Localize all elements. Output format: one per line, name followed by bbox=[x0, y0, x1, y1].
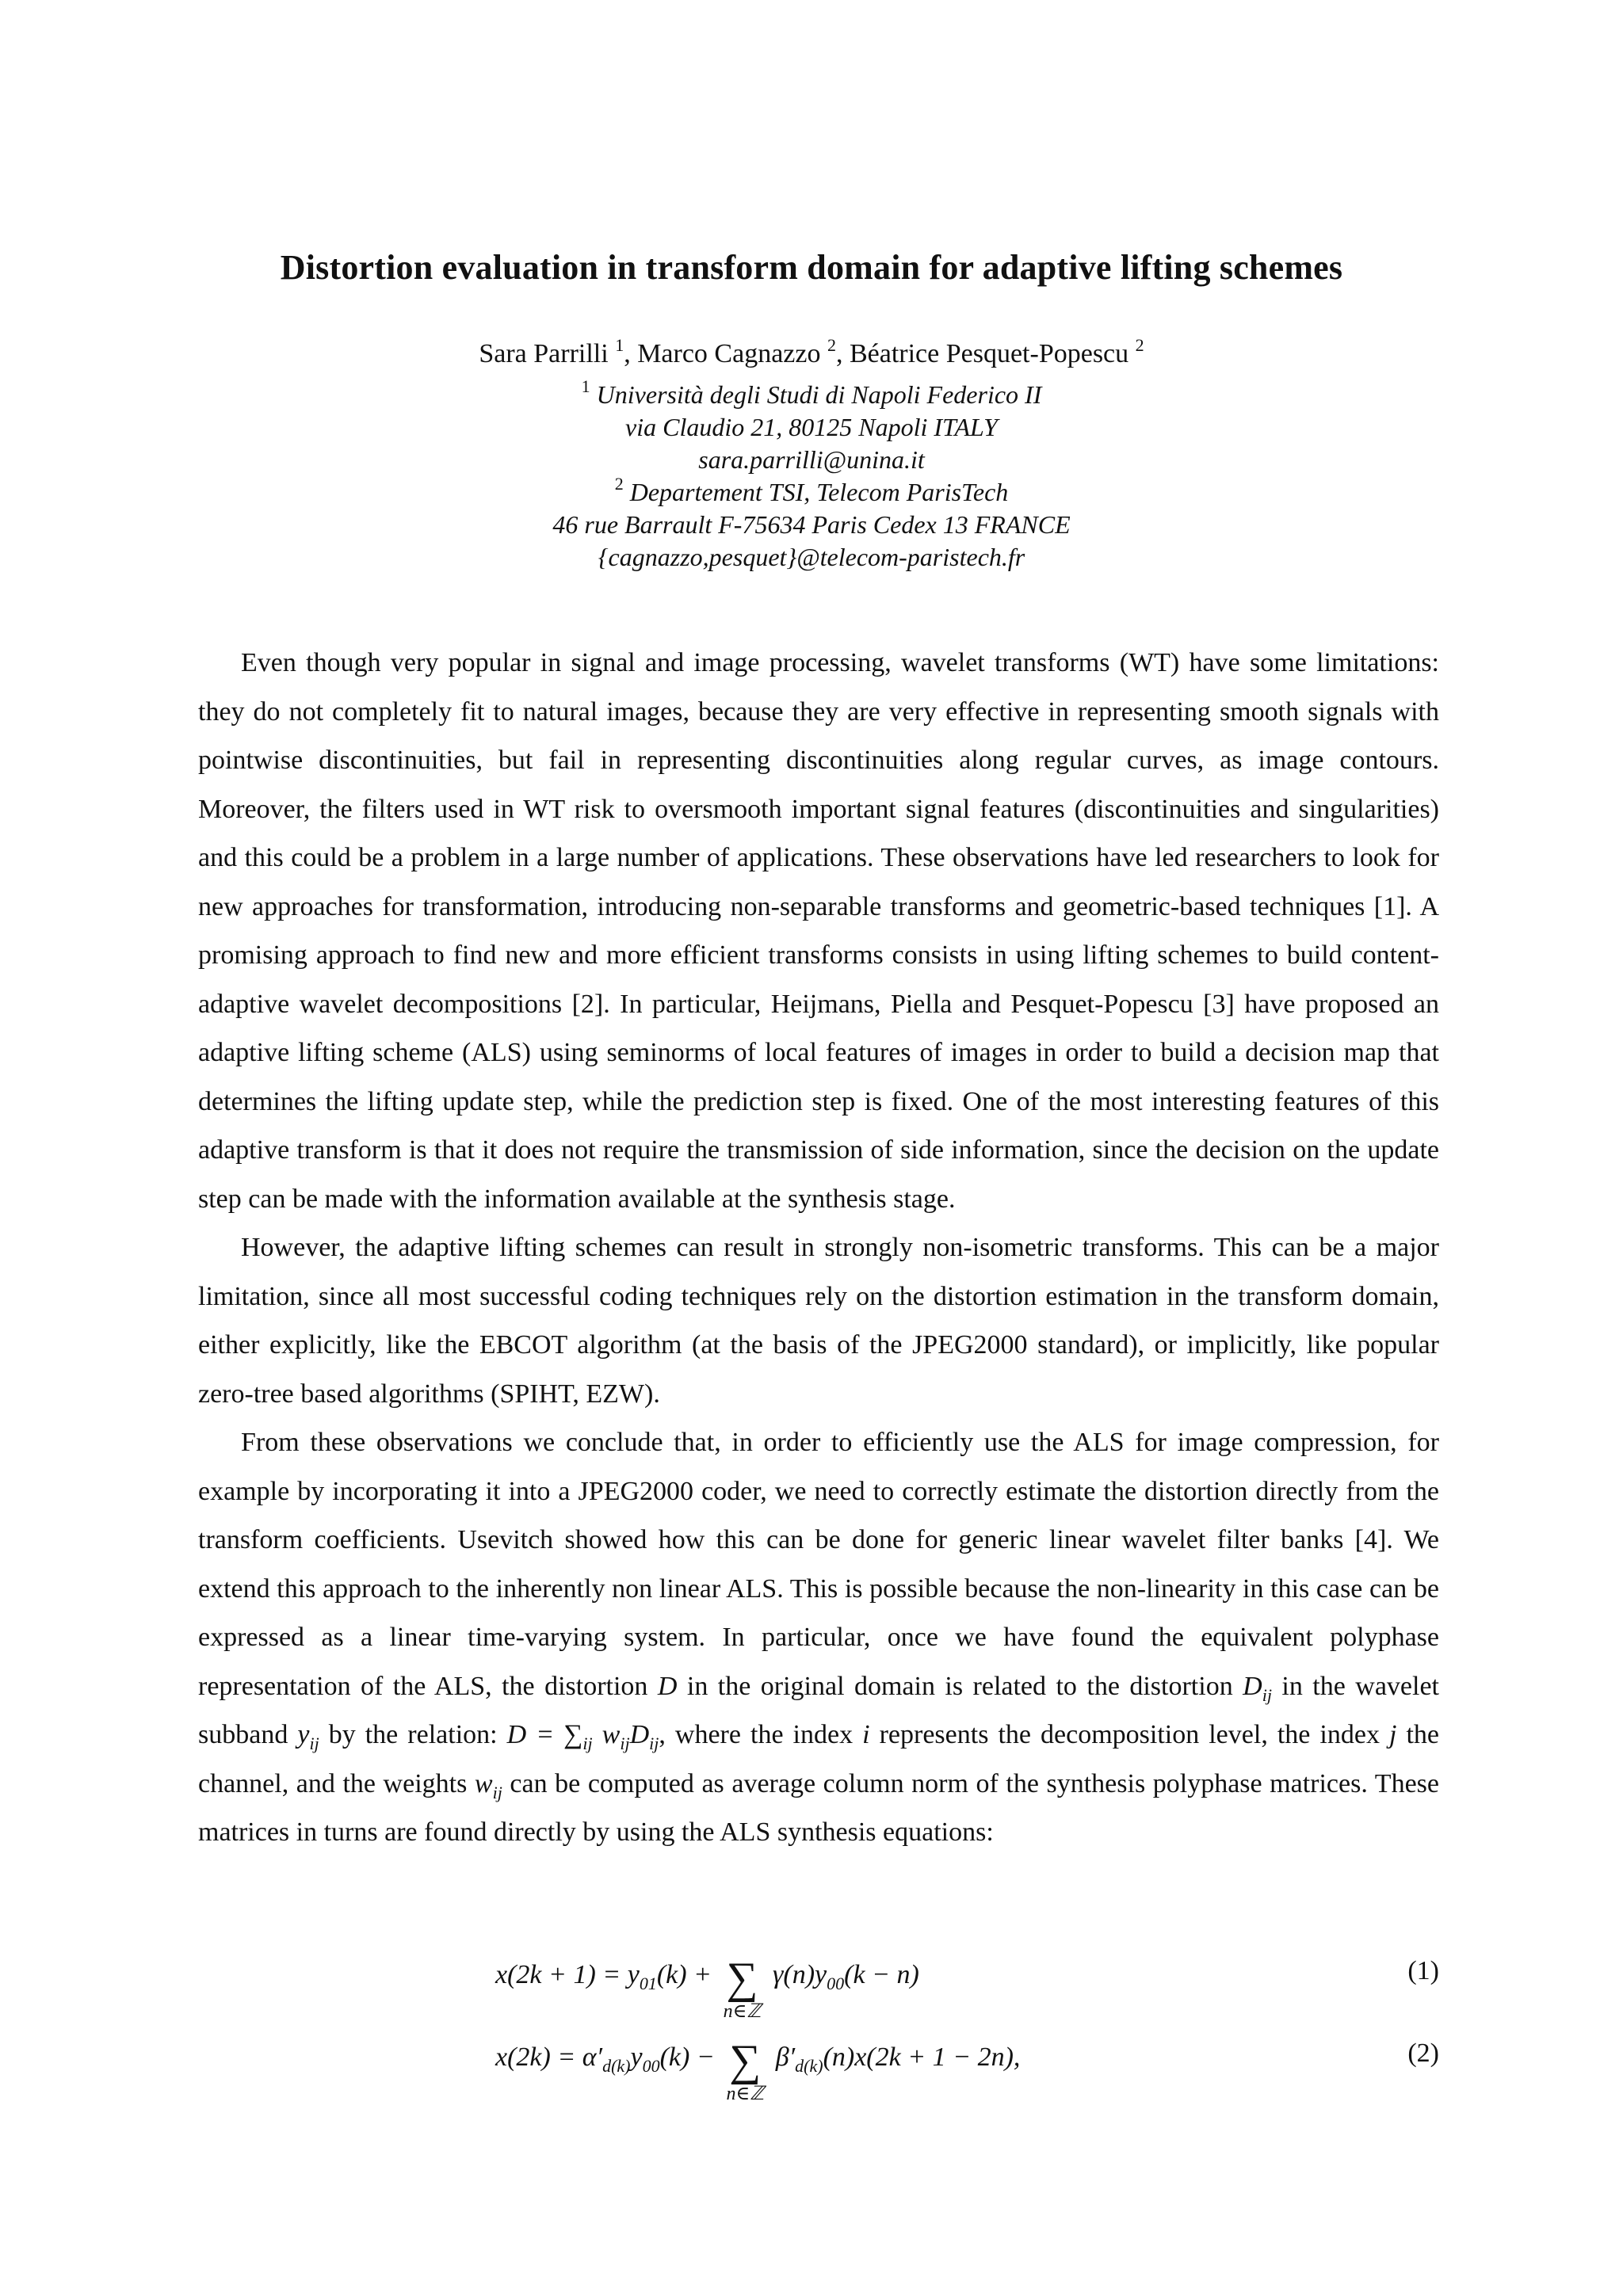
affiliation-line bbox=[0, 376, 1623, 411]
author-affiliation-mark: 1 bbox=[615, 335, 624, 355]
math-symbol: D bbox=[657, 1671, 678, 1701]
math-symbol: y bbox=[297, 1720, 310, 1749]
author-name: Sara Parrilli bbox=[479, 339, 609, 368]
eq-subscript: 00 bbox=[642, 2056, 660, 2076]
eq-text: x(2k) = α′ bbox=[495, 2042, 603, 2072]
math-subscript: ij bbox=[1262, 1684, 1272, 1705]
summation-symbol bbox=[721, 2036, 769, 2104]
text-run: represents the decomposition level, the index bbox=[869, 1720, 1389, 1749]
text-run: can be computed as average column norm of the synthesis polyphase matrices. These matrices in turns are found directly by using the ALS synthesis equations: bbox=[198, 1768, 1439, 1847]
paragraph: However, the adaptive lifting schemes can result in strongly non-isometric transforms. This can be a major limitation, since all most successful coding techniques rely on the distortion estimation in the transform domain, either explicitly, like the EBCOT algorithm (at the basis of the JPEG2000 standard), or implicitly, like popular zero-tree based algorithms (SPIHT, EZW). bbox=[198, 1233, 1439, 1409]
equation-number: (2) bbox=[1407, 2039, 1439, 2068]
math-subscript: ij bbox=[620, 1733, 630, 1753]
equation-number: (1) bbox=[1407, 1956, 1439, 1985]
text-run: , where the index bbox=[659, 1720, 863, 1749]
affiliation-address: 46 rue Barrault F-75634 Paris Cedex 13 FRANCE bbox=[552, 510, 1071, 539]
paragraph bbox=[198, 1418, 1439, 1857]
eq-subscript: 00 bbox=[827, 1974, 845, 1993]
math-symbol: j bbox=[1388, 1720, 1397, 1749]
summation-range: n∈ℤ bbox=[726, 2084, 765, 2104]
affiliation-name: Departement TSI, Telecom ParisTech bbox=[629, 478, 1009, 506]
affiliation-line bbox=[0, 476, 1623, 509]
affiliations bbox=[0, 376, 1623, 574]
math-symbol: w bbox=[474, 1768, 493, 1798]
eq-text: (k − n) bbox=[844, 1960, 919, 1989]
affiliation-email: sara.parrilli@unina.it bbox=[698, 445, 925, 474]
affiliation-mark: 2 bbox=[614, 474, 624, 494]
text-run: in the wavelet subband bbox=[198, 1671, 1440, 1749]
sigma-glyph: ∑ bbox=[729, 2036, 762, 2085]
text-run: the channel, and the weights bbox=[198, 1720, 1439, 1798]
paper-title: Distortion evaluation in transform domain for adaptive lifting schemes bbox=[280, 248, 1343, 287]
affiliation-name: Università degli Studi di Napoli Federico II bbox=[596, 380, 1042, 409]
equation-body bbox=[495, 2036, 1021, 2104]
author-name: , Marco Cagnazzo bbox=[624, 339, 821, 368]
eq-text: (k) − bbox=[659, 2042, 722, 2072]
sigma-glyph: ∑ bbox=[726, 1954, 758, 2003]
eq-text: (k) + bbox=[656, 1960, 719, 1989]
eq-subscript: d(k) bbox=[602, 2056, 631, 2076]
author-name: , Béatrice Pesquet-Popescu bbox=[835, 339, 1129, 368]
affiliation-address: via Claudio 21, 80125 Napoli ITALY bbox=[625, 413, 998, 441]
math-symbol: w bbox=[592, 1720, 621, 1749]
author-affiliation-mark: 2 bbox=[827, 335, 836, 355]
math-subscript: ij bbox=[649, 1733, 659, 1753]
eq-text: (n)x(2k + 1 − 2n), bbox=[823, 2042, 1021, 2072]
math-symbol: i bbox=[862, 1720, 870, 1749]
author-list bbox=[0, 335, 1623, 369]
eq-text: β′ bbox=[769, 2042, 796, 2072]
math-symbol: D bbox=[629, 1720, 650, 1749]
author-affiliation-mark: 2 bbox=[1135, 335, 1144, 355]
math-symbol: D bbox=[1243, 1671, 1262, 1701]
eq-text: x(2k + 1) = y bbox=[495, 1960, 640, 1989]
text-run: in the original domain is related to the distortion bbox=[677, 1671, 1243, 1701]
eq-subscript: 01 bbox=[639, 1974, 657, 1993]
math-subscript: ij bbox=[309, 1733, 319, 1753]
summation-range: n∈ℤ bbox=[723, 2001, 762, 2022]
eq-text: γ(n)y bbox=[766, 1960, 827, 1989]
paragraph: Even though very popular in signal and image processing, wavelet transforms (WT) have some limitations: they do not completely fit to natural images, because they are very effective in representing smooth signals with pointwise discontinuities, but fail in representing discontinuities along regular curves, as image contours. Moreover, the filters used in WT risk to oversmooth important signal features (discontinuities and singularities) and this could be a problem in a large number of applications. These observations have led researchers to look for new approaches for transformation, introducing non-separable transforms and geometric-based techniques [1]. A promising approach to find new and more efficient transforms consists in using lifting schemes to build content-adaptive wavelet decompositions [2]. In particular, Heijmans, Piella and Pesquet-Popescu [3] have proposed an adaptive lifting scheme (ALS) using seminorms of local features of images in order to build a decision map that determines the lifting update step, while the prediction step is fixed. One of the most interesting features of this adaptive transform is that it does not require the transmission of side information, since the decision on the update step can be made with the information available at the synthesis stage. bbox=[198, 648, 1439, 1214]
summation-symbol bbox=[719, 1954, 766, 2022]
affiliation-email: {cagnazzo,pesquet}@telecom-paristech.fr bbox=[598, 543, 1025, 571]
eq-subscript: d(k) bbox=[795, 2056, 823, 2076]
body-text bbox=[198, 639, 1439, 1857]
equation-body bbox=[495, 1954, 919, 2022]
affiliation-mark: 1 bbox=[581, 376, 590, 396]
text-run: From these observations we conclude that, in order to efficiently use the ALS for image compression, for example by incorporating it into a JPEG2000 coder, we need to correctly estimate the distortion directly from the transform coefficients. Usevitch showed how this can be done for generic linear wavelet filter banks [4]. We extend this approach to the inherently non linear ALS. This is possible because the non-linearity in this case can be expressed as a linear time-varying system. In particular, once we have found the equivalent polyphase representation of the ALS, the distortion bbox=[198, 1428, 1439, 1701]
math-subscript: ij bbox=[492, 1782, 502, 1802]
text-run: by the relation: bbox=[319, 1720, 507, 1749]
math-relation: D = ∑ bbox=[506, 1720, 583, 1749]
eq-text: y bbox=[630, 2042, 643, 2072]
math-subscript: ij bbox=[582, 1733, 593, 1753]
